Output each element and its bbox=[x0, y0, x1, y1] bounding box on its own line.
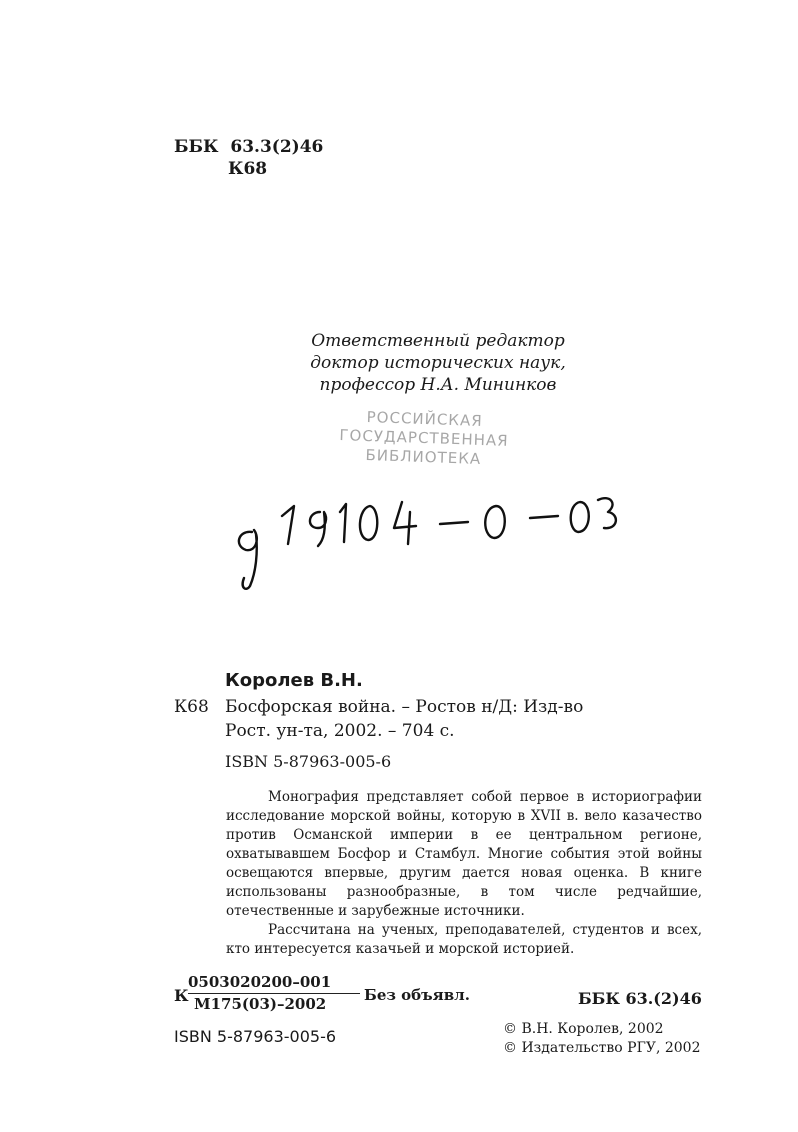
fraction-denominator: М175(03)–2002 bbox=[194, 995, 327, 1013]
fraction-prefix: К bbox=[174, 986, 189, 1005]
library-stamp bbox=[325, 407, 523, 471]
abstract bbox=[226, 788, 702, 959]
copyright-author: © В.Н. Королев, 2002 bbox=[503, 1021, 664, 1037]
catalog-author: Королев В.Н. bbox=[225, 670, 363, 691]
bbk-line bbox=[174, 136, 323, 158]
bbk-code: 63.3(2)46 bbox=[230, 137, 324, 157]
editor-line-2: доктор исторических наук, bbox=[310, 353, 566, 373]
bbk-block bbox=[174, 136, 323, 180]
author-mark: К68 bbox=[228, 159, 268, 179]
isbn-bottom: ISBN 5-87963-005-6 bbox=[174, 1027, 337, 1046]
catalog-code: К68 bbox=[174, 697, 209, 717]
stamp-line-3: БИБЛИОТЕКА bbox=[365, 445, 482, 469]
abstract-paragraph-1: Монография представляет собой первое в историографии исследование морской войны, которую в XVII в. вело казачество против Османской империи в ее центральном регионе, охватывавшем Босфор и Стамбул. Многие события этой войны освещаются впервые, другим дается новая оценка. В книге использованы разнообразные, в том числе редчайшие, отечественные и зарубежные источники. bbox=[226, 789, 702, 919]
stamp-line-2: ГОСУДАРСТВЕННАЯ bbox=[339, 426, 509, 450]
no-announcement: Без объявл. bbox=[364, 986, 470, 1004]
abstract-paragraph-2: Рассчитана на ученых, преподавателей, студентов и всех, кто интересуется казачьей и морской историей. bbox=[226, 922, 702, 957]
stamp-line-1: РОССИЙСКАЯ bbox=[366, 407, 483, 431]
fraction-numerator: 0503020200–001 bbox=[188, 973, 332, 991]
copyright-publisher: © Издательство РГУ, 2002 bbox=[503, 1040, 701, 1056]
editor-line-3: профессор Н.А. Мининков bbox=[319, 375, 557, 395]
catalog-isbn: ISBN 5-87963-005-6 bbox=[225, 752, 392, 771]
handwritten-inventory-number bbox=[220, 472, 630, 592]
fraction-line bbox=[188, 993, 360, 994]
catalog-citation-line-2: Рост. ун-та, 2002. – 704 с. bbox=[225, 721, 455, 741]
catalog-citation-line-1: Босфорская война. – Ростов н/Д: Изд-во bbox=[225, 697, 584, 717]
editor-block bbox=[290, 330, 586, 396]
bbk-bottom: ББК 63.(2)46 bbox=[578, 989, 702, 1008]
bbk-label: ББК bbox=[174, 137, 219, 157]
editor-line-1: Ответственный редактор bbox=[311, 331, 565, 351]
